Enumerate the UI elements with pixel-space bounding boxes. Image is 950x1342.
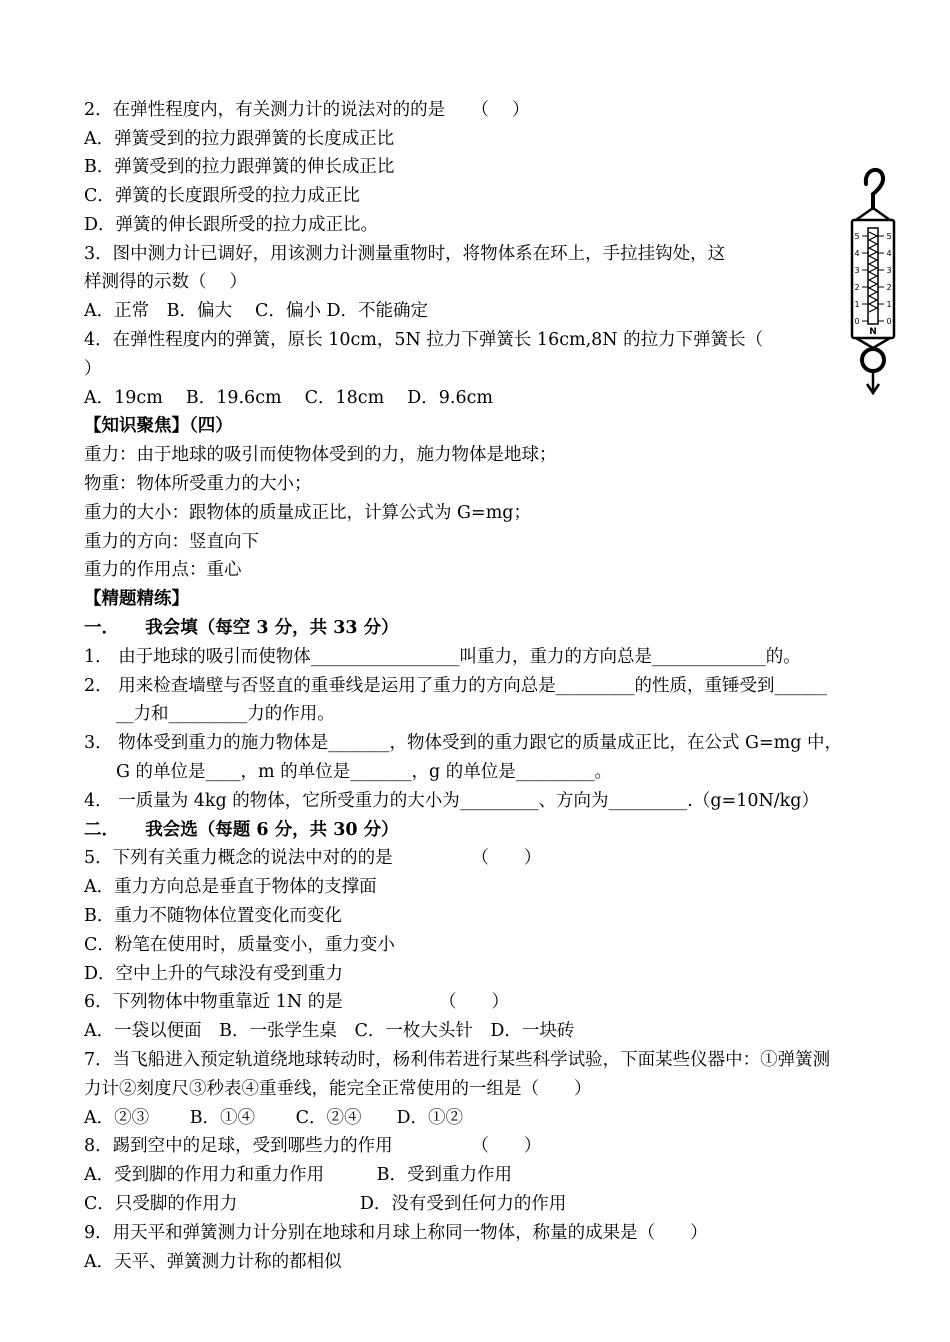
section-practice-heading: 【精题精练】 <box>84 589 189 609</box>
knowledge-gravity: 重力：由于地球的吸引而使物体受到的力，施力物体是地球； <box>84 445 557 465</box>
scale-right-label: 3 <box>886 266 892 275</box>
scale-left-label: 3 <box>854 266 860 275</box>
question-3: 3．图中测力计已调好，用该测力计测量重物时，将物体系在环上，手拉挂钩处，这 <box>84 244 726 264</box>
scale-top-hook <box>866 170 883 208</box>
q7-options: A．②③ B．①④ C．②④ D．①② <box>84 1108 464 1128</box>
scale-left-label: 5 <box>854 232 860 241</box>
scale-right-label: 4 <box>886 249 892 258</box>
scale-left-label: 0 <box>854 317 860 326</box>
q5-option-d: D．空中上升的气球没有受到重力 <box>84 964 344 984</box>
scale-right-label: 5 <box>886 232 892 241</box>
question-6: 6．下列物体中物重靠近 1N 的是 （ ） <box>84 992 509 1012</box>
q5-option-a: A．重力方向总是垂直于物体的支撑面 <box>84 877 377 897</box>
scale-right-label: 0 <box>886 317 892 326</box>
scale-right-label: 1 <box>886 300 892 309</box>
fill-question-2: 2． 用来检查墙壁与否竖直的重垂线是运用了重力的方向总是_________的性质，重锤受到______ <box>84 676 827 696</box>
scale-left-label: 4 <box>854 249 860 258</box>
q2-option-b: B．弹簧受到的拉力跟弹簧的伸长成正比 <box>84 157 395 177</box>
q9-option-a: A．天平、弹簧测力计称的都相似 <box>84 1252 342 1272</box>
q3-options: A．正常 B．偏大 C．偏小 D．不能确定 <box>84 301 429 321</box>
part-one-heading: 一． 我会填（每空 3 分，共 33 分） <box>84 618 399 638</box>
question-9: 9．用天平和弹簧测力计分别在地球和月球上称同一物体，称量的成果是（ ） <box>84 1223 708 1243</box>
part-two-heading: 二． 我会选（每题 6 分，共 30 分） <box>84 820 399 840</box>
scale-unit-label: N <box>869 327 877 337</box>
question-8: 8．踢到空中的足球，受到哪些力的作用 （ ） <box>84 1136 542 1156</box>
scale-left-label: 2 <box>854 283 860 292</box>
question-4: 4．在弹性程度内的弹簧，原长 10cm，5N 拉力下弹簧长 16cm,8N 的拉力下弹簧长（ <box>84 330 764 350</box>
scale-left-label: 1 <box>854 300 860 309</box>
section-knowledge-heading: 【知识聚焦】（四） <box>84 416 233 436</box>
knowledge-magnitude: 重力的大小：跟物体的质量成正比，计算公式为 G=mg； <box>84 503 532 523</box>
q5-option-c: C．粉笔在使用时，质量变小，重力变小 <box>84 935 395 955</box>
knowledge-center: 重力的作用点：重心 <box>84 560 242 580</box>
fill-question-3-cont: G 的单位是____，m 的单位是_______，g 的单位是_________。 <box>116 762 612 782</box>
question-5: 5．下列有关重力概念的说法中对的的是 （ ） <box>84 848 542 868</box>
question-4-cont: ） <box>84 359 102 379</box>
q4-options: A．19cm B．19.6cm C．18cm D．9.6cm <box>84 388 494 408</box>
q8-options-cd: C．只受脚的作用力 D．没有受到任何力的作用 <box>84 1194 567 1214</box>
scale-ring <box>862 349 884 371</box>
q2-option-d: D．弹簧的伸长跟所受的拉力成正比。 <box>84 215 379 235</box>
q8-options-ab: A．受到脚的作用力和重力作用 B．受到重力作用 <box>84 1165 512 1185</box>
fill-question-3: 3． 物体受到重力的施力物体是_______，物体受到的重力跟它的质量成正比，在公式 G=mg 中， <box>84 733 843 753</box>
spring-scale-figure <box>842 162 904 398</box>
q5-option-b: B．重力不随物体位置变化而变化 <box>84 906 342 926</box>
question-2: 2．在弹性程度内，有关测力计的说法对的的是 （ ） <box>84 100 530 120</box>
question-7: 7．当飞船进入预定轨道绕地球转动时，杨利伟若进行某些科学试验，下面某些仪器中：①弹簧测 <box>84 1050 831 1070</box>
fill-question-4: 4． 一质量为 4kg 的物体，它所受重力的大小为_________、方向为_________.（g=10N/kg） <box>84 791 819 811</box>
question-7-cont: 力计②刻度尺③秒表④重垂线，能完全正常使用的一组是（ ） <box>84 1079 592 1099</box>
scale-bottom-bracket <box>856 338 890 348</box>
fill-question-1: 1． 由于地球的吸引而使物体_________________叫重力，重力的方向总是_____________的。 <box>84 647 801 667</box>
knowledge-weight: 物重：物体所受重力的大小； <box>84 474 312 494</box>
scale-right-label: 2 <box>886 283 892 292</box>
question-3-cont: 样测得的示数（ ） <box>84 272 248 292</box>
fill-question-2-cont: __力和_________力的作用。 <box>116 704 335 724</box>
q2-option-c: C．弹簧的长度跟所受的拉力成正比 <box>84 186 360 206</box>
knowledge-direction: 重力的方向：竖直向下 <box>84 532 259 552</box>
q2-option-a: A．弹簧受到的拉力跟弹簧的长度成正比 <box>84 129 395 149</box>
q6-options: A．一袋以便面 B．一张学生桌 C．一枚大头针 D．一块砖 <box>84 1021 575 1041</box>
